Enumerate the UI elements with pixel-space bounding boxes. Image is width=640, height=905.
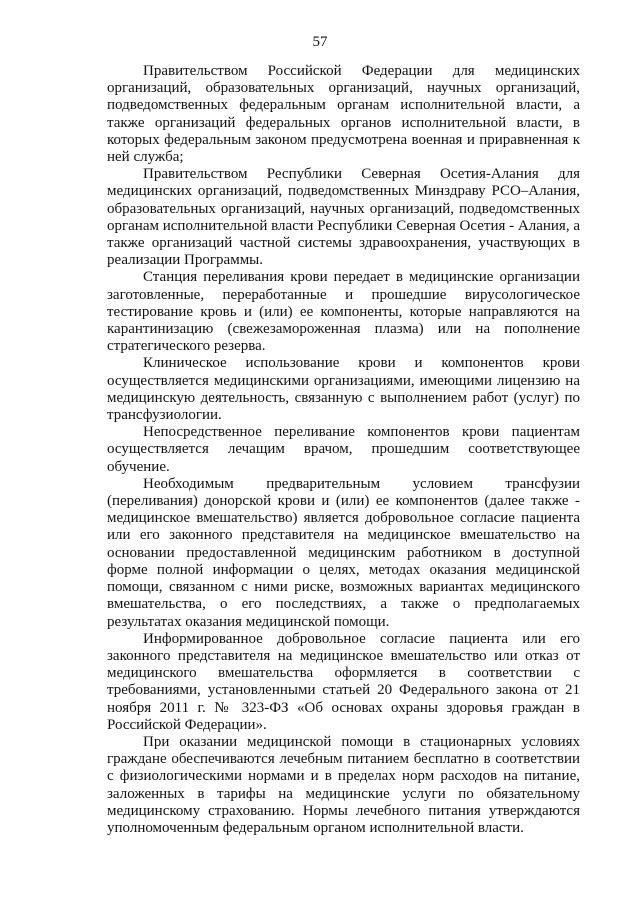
paragraph-blood-station: Станция переливания крови передает в медицинские организации заготовленные, переработанные и прошедшие вирусологическое тестирование кровь и (или) ее компоненты, которые направляются на карантинизацию (свежезамороженная плазма) или на пополнение стратегического резерва. bbox=[107, 269, 580, 355]
paragraph-precondition-consent: Необходимым предварительным условием трансфузии (переливания) донорской крови и (или) ее компонентов (далее также - медицинское вмешательство) является добровольное согласие пациента или его законного представителя на медицинское вмешательство на основании предоставленной медицинским работником в доступной форме полной информации о целях, методах оказания медицинской помощи, связанном с ними риске, возможных вариантах медицинского вмешательства, о его последствиях, а также о предполагаемых результатах оказания медицинской помощи. bbox=[107, 475, 580, 630]
page-number: 57 bbox=[312, 34, 328, 50]
paragraph-government-rso: Правительством Республики Северная Осетия-Алания для медицинских организаций, подведомственных Минздраву РСО–Алания, образовательных организаций, научных организаций, подведомственных органам исполнительной власти Республики Северная Осетия - Алания, а также организаций частной системы здравоохранения, участвующих в реализации Программы. bbox=[107, 166, 580, 269]
paragraph-informed-consent: Информированное добровольное согласие пациента или его законного представителя на медицинское вмешательство или отказ от медицинского вмешательства оформляется в соответствии с требованиями, установленными статьей 20 Федерального закона от 21 ноября 2011 г. № 323-ФЗ «Об основах охраны здоровья граждан в Российской Федерации». bbox=[107, 630, 580, 733]
paragraph-direct-transfusion: Непосредственное переливание компонентов крови пациентам осуществляется лечащим врачом, прошедшим соответствующее обучение. bbox=[107, 424, 580, 475]
document-body bbox=[107, 63, 580, 837]
paragraph-government-rf: Правительством Российской Федерации для медицинских организаций, образовательных организаций, научных организаций, подведомственных федеральным органам исполнительной власти, а также организаций федеральных органов исполнительной власти, в которых федеральным законом предусмотрена военная и приравненная к ней служба; bbox=[107, 63, 580, 166]
paragraph-clinical-use: Клиническое использование крови и компонентов крови осуществляется медицинскими организациями, имеющими лицензию на медицинскую деятельность, связанную с выполнением работ (услуг) по трансфузиологии. bbox=[107, 355, 580, 424]
paragraph-medical-nutrition: При оказании медицинской помощи в стационарных условиях граждане обеспечиваются лечебным питанием бесплатно в соответствии с физиологическими нормами и в пределах норм расходов на питание, заложенных в тарифы на медицинские услуги по обязательному медицинскому страхованию. Нормы лечебного питания утверждаются уполномоченным федеральным органом исполнительной власти. bbox=[107, 733, 580, 836]
